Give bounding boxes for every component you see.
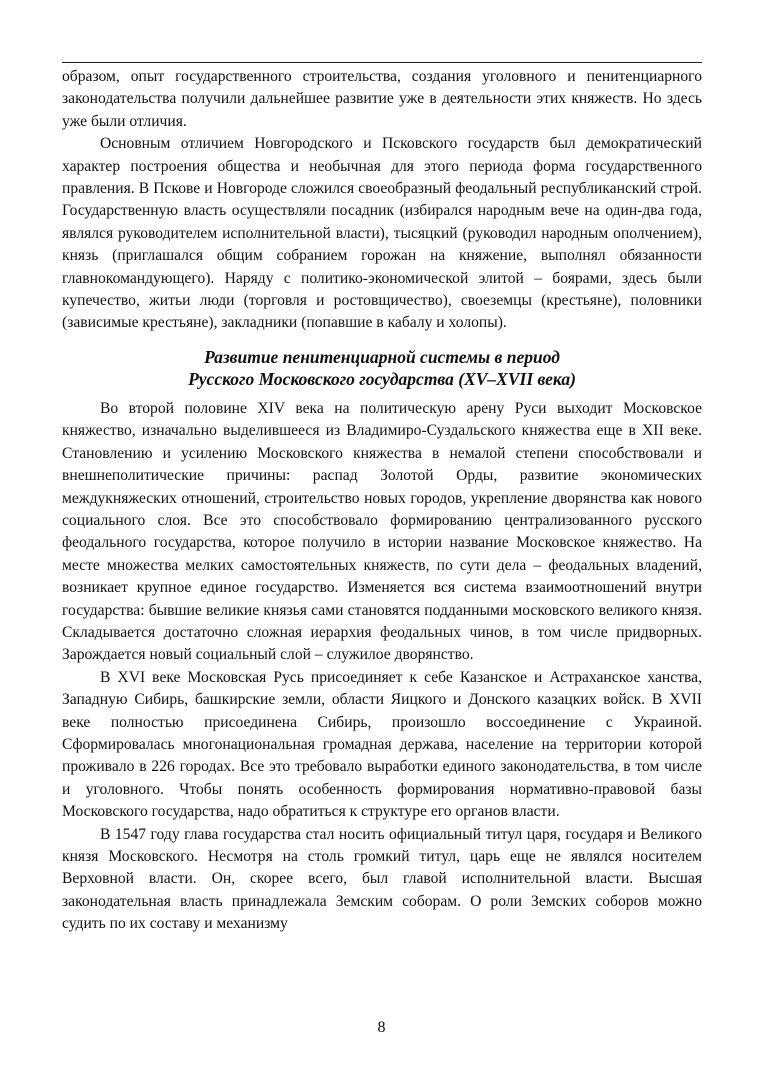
paragraph-tsar-title: В 1547 году глава государства стал носить официальный титул царя, государя и Великого князя Московского. Несмотря на столь громкий титул, царь еще не являлся носителем Верховной власти. Он, скорее всего, был главой исполнительной власти. Высшая законодательная власть принадлежала Земским соборам. О роли Земских соборов можно судить по их составу и механизму xyxy=(62,825,702,933)
page-body xyxy=(62,66,702,936)
page-number: 8 xyxy=(377,1019,386,1036)
section-title xyxy=(62,346,702,390)
section-title-line-1: Развитие пенитенциарной системы в период xyxy=(204,346,560,367)
paragraph-continuation: образом, опыт государственного строительства, создания уголовного и пенитенциарного законодательства получили дальнейшее развитие уже в деятельности этих княжеств. Но здесь уже были отличия. xyxy=(62,68,702,130)
paragraph-novgorod-pskov: Основным отличием Новгородского и Псковского государств был демократический характер построения общества и необычная для этого периода форма государственного правления. В Пскове и Новгороде сложился своеобразный феодальный республиканский строй. Государственную власть осуществляли посадник (избирался народным вече на один-два года, являлся руководителем исполнительной власти), тысяцкий (руководил народным ополчением), князь (приглашался общим собранием горожан на княжение, выполнял обязанности главнокомандующего). Наряду с политико-экономической элитой – боярами, здесь были купечество, житьи люди (торговля и ростовщичество), своеземцы (крестьяне), половники (зависимые крестьяне), закладники (попавшие в кабалу и холопы). xyxy=(62,135,702,332)
paragraph-xvi-century: В XVI веке Московская Русь присоединяет к себе Казанское и Астраханское ханства, Западную Сибирь, башкирские земли, области Яицкого и Донского казацких войск. В XVII веке полностью присоединена Сибирь, произошло воссоединение с Украиной. Сформировалась многонациональная громадная держава, население на территории которой проживало в 226 городах. Все это требовало выработки единого законодательства, в том числе и уголовного. Чтобы понять особенность формирования нормативно-правовой базы Московского государства, надо обратиться к структуре его органов власти. xyxy=(62,668,702,821)
paragraph-moscow-principality: Во второй половине XIV века на политическую арену Руси выходит Московское княжество, изначально выделившееся из Владимиро-Суздальского княжества еще в XII веке. Становлению и усилению Московского княжества в немалой степени способствовали и внешнеполитические причины: распад Золотой Орды, развитие экономических междукняжеских отношений, строительство новых городов, укрепление дворянства как нового социального слоя. Все это способствовало формированию централизованного русского феодального государства, которое получило в истории название Московское княжество. На месте множества мелких самостоятельных княжеств, по сути дела – феодальных владений, возникает крупное единое государство. Изменяется вся система взаимоотношений внутри государства: бывшие великие князья сами становятся подданными московского великого князя. Складывается достаточно сложная иерархия феодальных чинов, в том числе придворных. Зарождается новый социальный слой – служилое дворянство. xyxy=(62,399,702,664)
header-rule xyxy=(62,62,702,63)
section-title-line-2: Русского Московского государства (XV–XVII века) xyxy=(188,368,576,389)
